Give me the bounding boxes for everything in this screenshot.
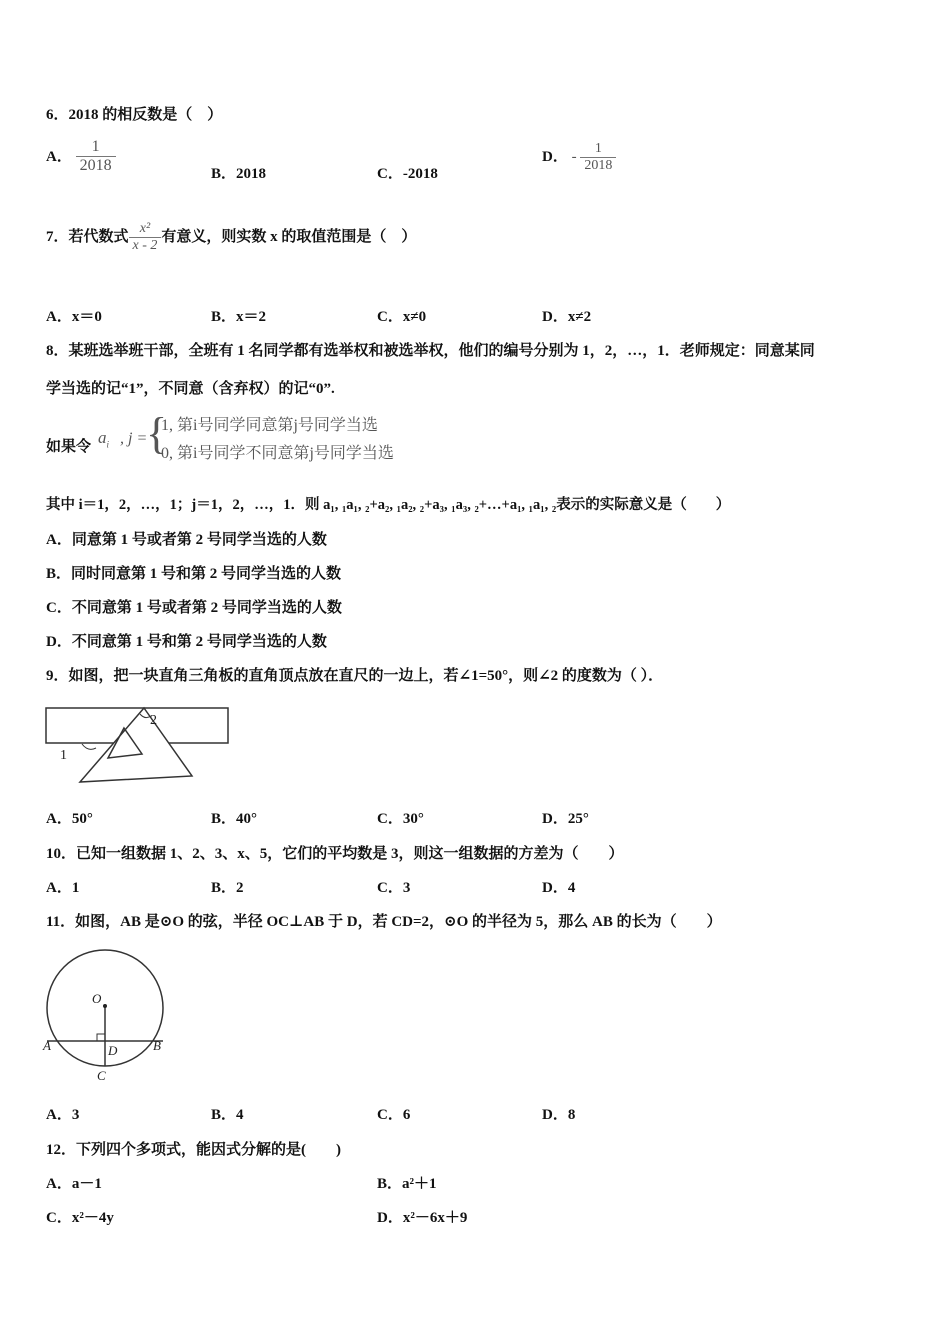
q6-option-d bbox=[542, 141, 616, 174]
q9-stem: 9．如图，把一块直角三角板的直角顶点放在直尺的一边上，若∠1=50°，则∠2 的度数为（ ）． bbox=[46, 668, 664, 684]
q6-option-c: C．-2018 bbox=[377, 166, 438, 182]
q6-option-b: B．2018 bbox=[211, 166, 267, 182]
q7-option-a: A．x＝0 bbox=[46, 309, 102, 325]
fig-label-a: A bbox=[43, 1038, 51, 1053]
q10-stem: 10．已知一组数据 1、2、3、x、5，它们的平均数是 3，则这一组数据的方差为（ ） bbox=[46, 846, 624, 862]
q8-line1: 8．某班选举班干部，全班有 1 名同学都有选举权和被选举权，他们的编号分别为 1，2，…，1．老师规定：同意某同 bbox=[46, 343, 815, 359]
q6-option-d-fraction bbox=[580, 141, 616, 174]
q9-option-c: C．30° bbox=[377, 811, 424, 827]
q9-option-a: A．50° bbox=[46, 811, 93, 827]
q8-def-prefix: 如果令 bbox=[46, 439, 92, 455]
q8-where: 其中 i＝1，2，…，1；j＝1，2，…，1．则 a₁, ₁a₁, ₂+a₂, ₁a₂, ₂+a₃, ₁a₃, ₂+…+a₁, ₁a₁, ₂表示的实际意义是（ ） bbox=[46, 497, 731, 513]
q11-figure-circle bbox=[42, 948, 168, 1084]
q6-d-denominator: 2018 bbox=[584, 158, 613, 173]
fig-angle-label-2: 2 bbox=[150, 713, 157, 728]
q6-d-sign: - bbox=[571, 148, 577, 165]
q11-option-c: C．6 bbox=[377, 1107, 411, 1123]
q7-prefix: 7．若代数式 bbox=[46, 228, 129, 245]
q11-option-a: A．3 bbox=[46, 1107, 80, 1123]
q6-option-a bbox=[46, 138, 116, 175]
q8-def-j: , j = bbox=[120, 430, 148, 447]
q6-option-a-fraction bbox=[76, 138, 116, 175]
q7-option-d: D．x≠2 bbox=[542, 309, 592, 325]
q10-option-c: C．3 bbox=[377, 880, 411, 896]
q6-a-denominator: 2018 bbox=[79, 157, 112, 174]
fig-label-b: B bbox=[153, 1038, 161, 1053]
q10-option-d: D．4 bbox=[542, 880, 576, 896]
q6-option-d-label: D． bbox=[542, 148, 568, 165]
q7-stem bbox=[46, 221, 416, 254]
q8-option-d: D．不同意第 1 号和第 2 号同学当选的人数 bbox=[46, 634, 327, 650]
q9-figure-ruler-triangle bbox=[44, 704, 234, 784]
q7-suffix: 有意义，则实数 x 的取值范围是（ ） bbox=[161, 228, 417, 245]
q7-fraction bbox=[129, 221, 162, 254]
fig-label-c: C bbox=[97, 1068, 106, 1083]
q8-case2: 0, 第i号同学不同意第j号同学当选 bbox=[161, 445, 394, 462]
fig-label-o: O bbox=[92, 991, 102, 1006]
q8-option-c: C．不同意第 1 号或者第 2 号同学当选的人数 bbox=[46, 600, 342, 616]
q8-case1: 1, 第i号同学同意第j号同学当选 bbox=[161, 417, 378, 434]
fig-label-d: D bbox=[108, 1043, 118, 1058]
q12-option-d: D．x²－6x＋9 bbox=[377, 1210, 468, 1226]
q12-option-c: C．x²－4y bbox=[46, 1210, 114, 1226]
q11-option-b: B．4 bbox=[211, 1107, 244, 1123]
q12-stem: 12．下列四个多项式，能因式分解的是( ) bbox=[46, 1142, 341, 1158]
q7-option-c: C．x≠0 bbox=[377, 309, 427, 325]
q11-option-d: D．8 bbox=[542, 1107, 576, 1123]
q6-option-a-label: A． bbox=[46, 148, 72, 165]
q6-d-numerator: 1 bbox=[580, 141, 616, 158]
q8-line2: 学当选的记“1”，不同意（含弃权）的记“0”. bbox=[46, 381, 335, 397]
q7-numerator: x² bbox=[129, 221, 162, 238]
q12-option-a: A．a－1 bbox=[46, 1176, 102, 1192]
q8-option-b: B．同时同意第 1 号和第 2 号同学当选的人数 bbox=[46, 566, 342, 582]
q9-option-b: B．40° bbox=[211, 811, 258, 827]
q12-option-b: B．a²＋1 bbox=[377, 1176, 437, 1192]
q10-option-b: B．2 bbox=[211, 880, 244, 896]
q10-option-a: A．1 bbox=[46, 880, 80, 896]
q7-denominator: x - 2 bbox=[132, 238, 158, 253]
q6-a-numerator: 1 bbox=[76, 138, 116, 157]
q9-option-d: D．25° bbox=[542, 811, 589, 827]
fig-angle-label-1: 1 bbox=[60, 748, 67, 763]
q8-def-var: $a_i$ bbox=[98, 428, 110, 450]
q8-option-a: A．同意第 1 号或者第 2 号同学当选的人数 bbox=[46, 532, 327, 548]
brace-icon: { bbox=[146, 409, 168, 458]
q7-option-b: B．x＝2 bbox=[211, 309, 267, 325]
q6-stem: 6．2018 的相反数是（ ） bbox=[46, 107, 223, 123]
q11-stem: 11．如图，AB 是⊙O 的弦，半径 OC⊥AB 于 D，若 CD=2，⊙O 的半径为 5，那么 AB 的长为（ ） bbox=[46, 914, 722, 930]
